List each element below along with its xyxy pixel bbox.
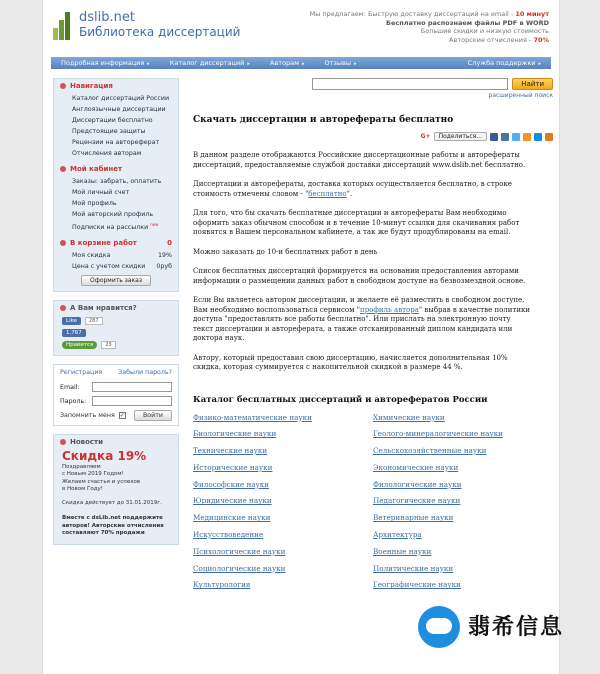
paragraph: В данном разделе отображаются Российские диссертационные работы и авторефераты диссертаций, предоставляемые службой доставки диссертаций www.dslib.net бесплатно. <box>193 151 526 169</box>
promo-text <box>309 10 549 44</box>
email-field[interactable] <box>92 382 172 392</box>
news-valid: Скидка действует до 31.01.2019г. <box>62 499 162 506</box>
category-link[interactable]: Архитектура <box>373 529 422 539</box>
remember-checkbox[interactable]: ✓ <box>119 412 125 420</box>
twitter-icon[interactable] <box>512 133 520 141</box>
nav-item-support[interactable]: Служба поддержки ▸ <box>467 59 541 67</box>
promo-line2: Бесплатно распознаем файлы PDF в WORD <box>386 18 549 27</box>
cabinet-link-orders[interactable]: Заказы: забрать, оплатить <box>72 178 162 185</box>
logo-domain: dslib.net <box>79 10 135 25</box>
nav-item-info[interactable]: Подробная информация ▸ <box>61 59 150 67</box>
category-link[interactable]: Технические науки <box>193 446 268 456</box>
category-link[interactable]: Философские науки <box>193 479 270 489</box>
category-link[interactable]: Исторические науки <box>193 462 273 472</box>
news-line: в Новом Году! <box>62 486 103 493</box>
category-link[interactable]: Социологические науки <box>193 563 286 573</box>
nav-item-catalog[interactable]: Каталог диссертаций ▸ <box>169 59 250 67</box>
share-bar <box>193 132 553 141</box>
sidebar-link-catalog[interactable]: Каталог диссертаций России <box>72 95 170 102</box>
author-profile-link[interactable]: профиль автора <box>360 305 419 314</box>
bullet-icon <box>60 166 66 172</box>
free-link[interactable]: бесплатно <box>308 189 347 198</box>
navigation-title: Навигация <box>54 79 178 93</box>
cabinet-link-account[interactable]: Мой личный счет <box>72 189 130 196</box>
bullet-icon <box>60 439 66 445</box>
sidebar <box>53 78 179 553</box>
promo-line1-bold: 10 минут <box>515 10 549 18</box>
discount-row: Моя скидка 19% <box>72 252 172 260</box>
category-link[interactable]: Экономические науки <box>373 462 459 472</box>
search-bar <box>193 78 553 90</box>
paragraph: Диссертации и авторефераты, доставка которых осуществляется бесплатно, в строке стоимость отмечены словом - "бесплатно". <box>193 180 512 198</box>
nav-item-authors[interactable]: Авторам ▸ <box>269 59 305 67</box>
g-like-row <box>54 339 178 351</box>
category-link[interactable]: Политические науки <box>373 563 454 573</box>
category-link[interactable]: Ветеринарные науки <box>373 513 454 523</box>
category-link[interactable]: Сельскохозяйственные науки <box>373 446 487 456</box>
password-label: Пароль: <box>60 397 87 405</box>
password-field[interactable] <box>92 396 172 406</box>
forgot-password-link[interactable]: Забыли пароль? <box>118 369 172 377</box>
cabinet-title: Мой кабинет <box>54 162 178 176</box>
search-input[interactable] <box>312 78 508 90</box>
mailru-icon[interactable] <box>534 133 542 141</box>
g-like-button[interactable]: Нравится <box>62 341 97 349</box>
cart-count: 0 <box>167 239 172 248</box>
news-footer: Вместе с dsLib.net поддержите авторов! Авторские отчисления составляют 70% продажи <box>62 515 164 537</box>
gplus-icon[interactable]: G+ <box>420 133 431 140</box>
news-headline[interactable]: Скидка 19% <box>62 449 147 464</box>
promo-line1: Мы предлагаем: Быструю доставку диссертаций на email - <box>309 10 514 18</box>
category-link[interactable]: Психологические науки <box>193 546 286 556</box>
sidebar-link-defenses[interactable]: Предстоящие защиты <box>72 128 146 135</box>
main-content <box>193 78 553 593</box>
share-button[interactable]: Поделиться... <box>434 132 487 141</box>
vk-like-row <box>54 315 178 327</box>
search-button[interactable]: Найти <box>512 78 553 90</box>
rss-icon[interactable] <box>545 133 553 141</box>
category-link[interactable]: Культурология <box>193 580 251 590</box>
price-row: Цена с учетом скидки 0руб <box>72 263 172 271</box>
cabinet-link-profile[interactable]: Мой профиль <box>72 200 117 207</box>
page-container <box>42 0 560 674</box>
category-link[interactable]: Химические науки <box>373 412 445 422</box>
login-button[interactable]: Войти <box>134 410 172 421</box>
category-list <box>193 411 553 593</box>
g-like-count: 23 <box>101 341 115 349</box>
news-box <box>53 434 179 545</box>
logo-title: Библиотека диссертаций <box>79 25 241 39</box>
vk-like-count: 287 <box>85 317 103 325</box>
advanced-search-link[interactable]: расширенный поиск <box>488 92 553 99</box>
paragraph: Для того, что бы скачать бесплатные диссертации и авторефераты Вам необходимо оформить заказ обычном способом и в течение 10-минут ссылки для скачивания работ появятся в Вашем персональном кабинете, а так же будут продублированы на email. <box>193 209 520 236</box>
cart-title: В корзине работ 0 <box>54 236 178 250</box>
sidebar-link-reviews[interactable]: Рецензии на автореферат <box>72 139 160 146</box>
watermark <box>418 604 578 656</box>
category-link[interactable]: Физико-математические науки <box>193 412 312 422</box>
logo-icon <box>53 12 75 40</box>
category-link[interactable]: Военные науки <box>373 546 432 556</box>
sidebar-link-free[interactable]: Диссертации бесплатно <box>72 117 153 124</box>
new-badge: new <box>150 222 159 227</box>
sidebar-link-royalties[interactable]: Отчисления авторам <box>72 150 142 157</box>
cabinet-link-subscriptions[interactable]: Подписки на рассылки $^{new}$ <box>72 222 159 232</box>
vk-like-button[interactable]: Like <box>62 317 81 325</box>
login-box <box>53 364 179 426</box>
category-link[interactable]: Искусствоведение <box>193 529 264 539</box>
like-box <box>53 300 179 356</box>
paragraph: Автору, который предоставил свою диссертацию, начисляется дополнительная 10% скидка, которая суммируется с накопительной скидкой в размере 44 %. <box>193 353 508 371</box>
news-line: Поздравляем <box>62 463 101 470</box>
cabinet-link-author-profile[interactable]: Мой авторский профиль <box>72 211 154 218</box>
order-button[interactable]: Оформить заказ <box>81 275 151 286</box>
promo-line3: Большие скидки и низкую стоимость <box>420 27 549 35</box>
promo-line4-bold: 70% <box>533 35 549 44</box>
paragraph: Если Вы являетесь автором диссертации, и желаете её разместить в свободном доступе, Вам необходимо воспользоваться сервисом "профиль автора" выбрав в качестве политики доступа "предоставлять все работы бесплатно". Или прислать на электронную почту текст диссертации и автореферата, а также отсканированный диплом кандидата или доктора наук. <box>193 296 531 342</box>
watermark-text: 翡希信息 <box>468 615 565 640</box>
vk-icon[interactable] <box>501 133 509 141</box>
category-link[interactable]: Филологические науки <box>373 479 462 489</box>
bullet-icon <box>60 240 66 246</box>
promo-line4: Авторские отчисления - <box>449 35 532 44</box>
category-link[interactable]: Педагогические науки <box>373 496 461 506</box>
category-link[interactable]: Биологические науки <box>193 429 277 439</box>
nav-item-reviews[interactable]: Отзывы ▸ <box>324 59 357 67</box>
news-line: с Новым 2019 Годом! <box>62 471 124 478</box>
category-link[interactable]: Географические науки <box>373 580 461 590</box>
page-title: Скачать диссертации и авторефераты бесплатно <box>193 115 454 125</box>
navigation-box <box>53 78 179 292</box>
catalog-title: Каталог бесплатных диссертаций и авторефератов России <box>193 394 488 405</box>
category-link[interactable]: Геолого-минералогические науки <box>373 429 503 439</box>
email-label: Email: <box>60 383 80 391</box>
site-logo[interactable] <box>53 10 253 46</box>
header <box>43 0 559 55</box>
fb-like-row <box>54 327 178 339</box>
category-link[interactable]: Юридические науки <box>193 496 272 506</box>
main-nav <box>51 57 551 69</box>
news-title: Новости <box>54 435 178 449</box>
paragraph: Список бесплатных диссертаций формируется на основании предоставления авторами информации о размещении данных работ в свободном доступе на безвозмездной основе. <box>193 267 526 285</box>
category-link[interactable]: Медицинские науки <box>193 513 271 523</box>
bullet-icon <box>60 83 66 89</box>
bullet-icon <box>60 305 66 311</box>
register-link[interactable]: Регистрация <box>60 369 103 377</box>
paragraph-bold: Можно заказать до 10-и бесплатных работ в день <box>193 247 378 256</box>
odnoklassniki-icon[interactable] <box>523 133 531 141</box>
news-line: Желаем счастья и успехов <box>62 478 141 485</box>
facebook-icon[interactable] <box>490 133 498 141</box>
like-title: А Вам нравится? <box>54 301 178 315</box>
fb-like-button[interactable]: 1,767 <box>62 329 86 337</box>
remember-me[interactable]: Запомнить меня ✓ <box>60 412 125 420</box>
cloud-icon <box>426 618 452 634</box>
sidebar-link-english[interactable]: Англоязычные диссертации <box>72 106 166 113</box>
